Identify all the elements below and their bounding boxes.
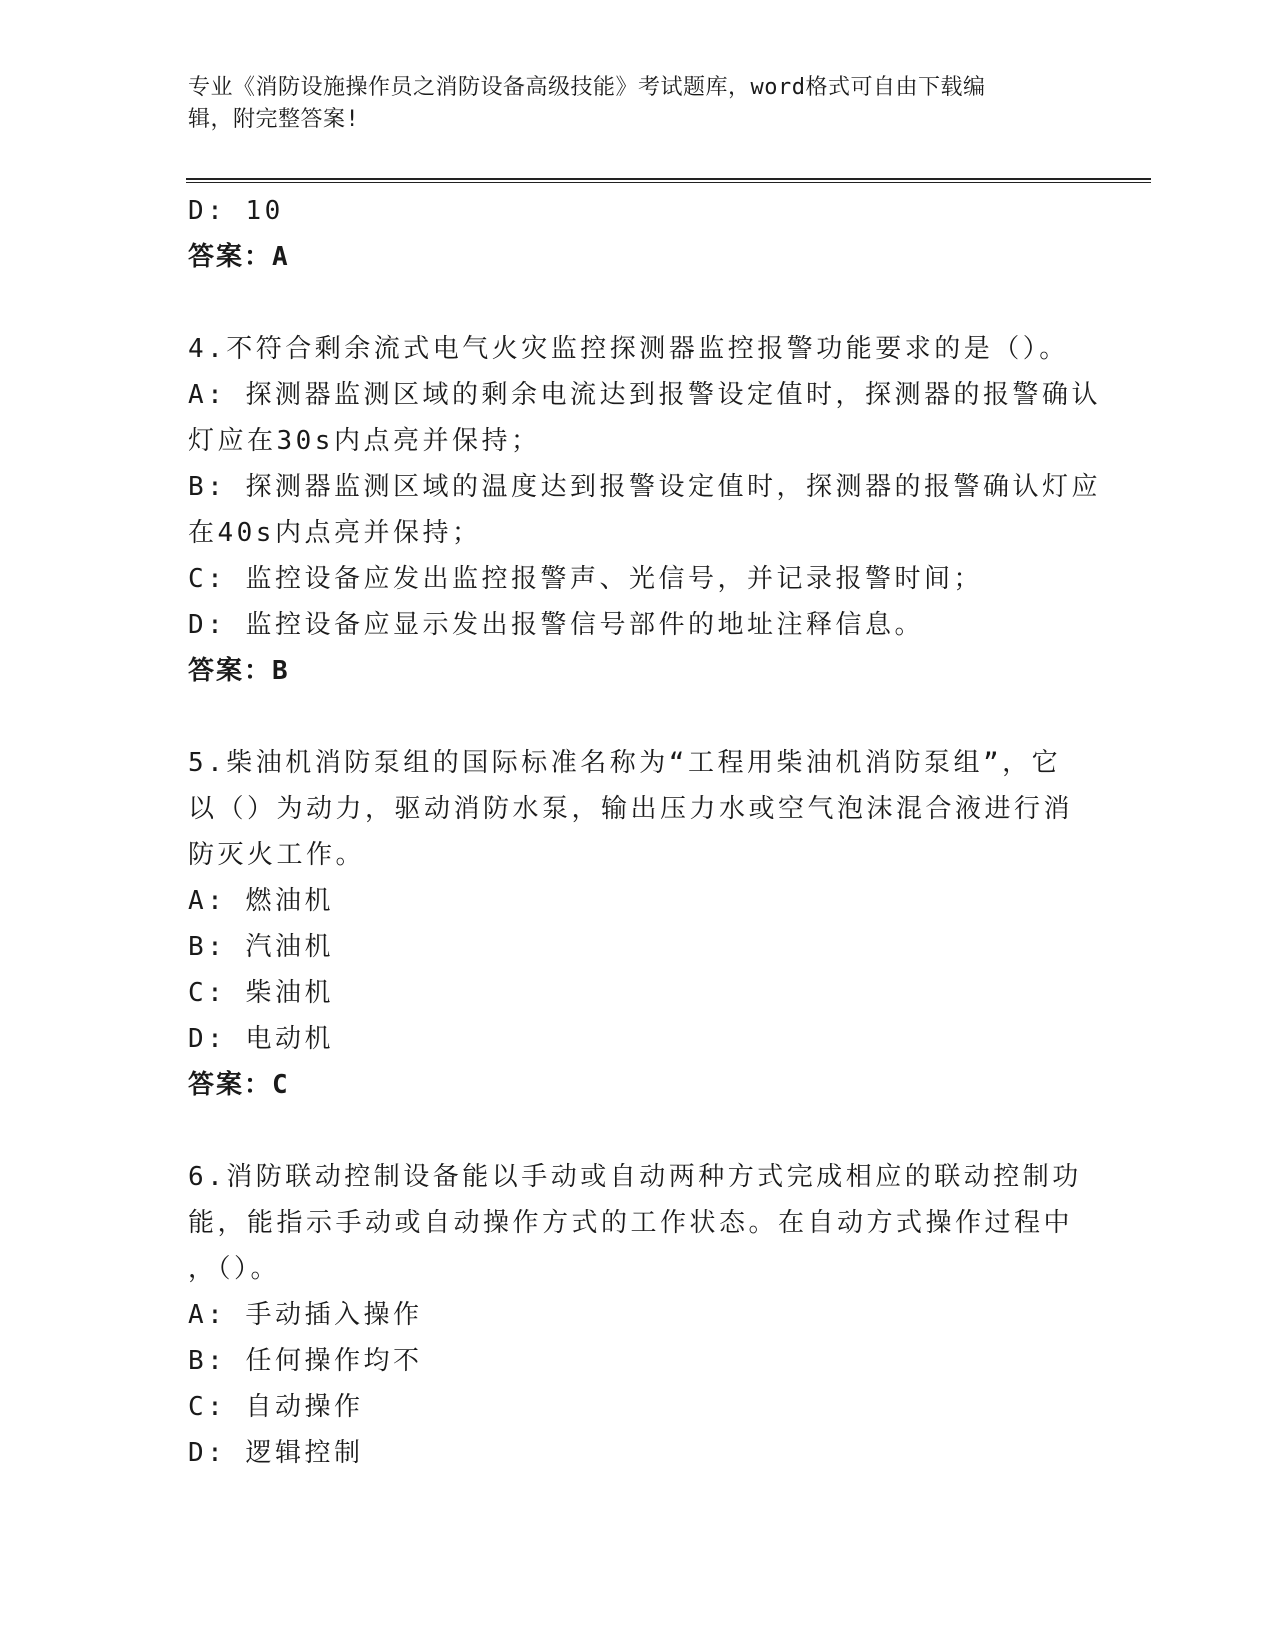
option-d: D: 10: [188, 196, 284, 226]
header-line-2: 辑，附完整答案!: [188, 107, 360, 132]
question-5: [188, 740, 1088, 1108]
question-stem-continued: ，（）。: [188, 1254, 281, 1284]
question-6: [188, 1154, 1088, 1476]
question-content: [188, 188, 1101, 1476]
question-stem: 6.消防联动控制设备能以手动或自动两种方式完成相应的联动控制功: [188, 1162, 1082, 1192]
header-divider: [186, 178, 1151, 183]
option-c: C: 柴油机: [188, 978, 334, 1008]
option-d: D: 电动机: [188, 1024, 334, 1054]
option-c: C: 自动操作: [188, 1392, 364, 1422]
option-b: B: 汽油机: [188, 932, 334, 962]
answer: 答案：C: [188, 1070, 290, 1100]
option-b: B: 探测器监测区域的温度达到报警设定值时，探测器的报警确认灯应: [188, 472, 1101, 502]
option-b-continued: 在40s内点亮并保持；: [188, 518, 482, 548]
option-d: D: 监控设备应显示发出报警信号部件的地址注释信息。: [188, 610, 924, 640]
option-d: D: 逻辑控制: [188, 1438, 364, 1468]
header-line-1: 专业《消防设施操作员之消防设备高级技能》考试题库，word格式可自由下载编: [188, 75, 986, 100]
document-header: [188, 72, 1068, 136]
option-c: C: 监控设备应发出监控报警声、光信号，并记录报警时间；: [188, 564, 983, 594]
option-a: A: 手动插入操作: [188, 1300, 423, 1330]
option-a: A: 探测器监测区域的剩余电流达到报警设定值时，探测器的报警确认: [188, 380, 1101, 410]
question-stem-continued: 防灭火工作。: [188, 840, 366, 870]
question-stem-continued: 以（）为动力，驱动消防水泵，输出压力水或空气泡沫混合液进行消: [188, 794, 1074, 824]
answer: 答案：B: [188, 656, 290, 686]
option-a: A: 燃油机: [188, 886, 334, 916]
answer: 答案：A: [188, 242, 290, 272]
option-a-continued: 灯应在30s内点亮并保持；: [188, 426, 541, 456]
question-stem: 5.柴油机消防泵组的国际标准名称为“工程用柴油机消防泵组”，它: [188, 748, 1062, 778]
question-stem-continued: 能，能指示手动或自动操作方式的工作状态。在自动方式操作过程中: [188, 1208, 1074, 1238]
question-stem: 4.不符合剩余流式电气火灾监控探测器监控报警功能要求的是（）。: [188, 334, 1069, 364]
previous-question-tail: [188, 188, 1088, 280]
question-4: [188, 326, 1101, 694]
option-b: B: 任何操作均不: [188, 1346, 423, 1376]
